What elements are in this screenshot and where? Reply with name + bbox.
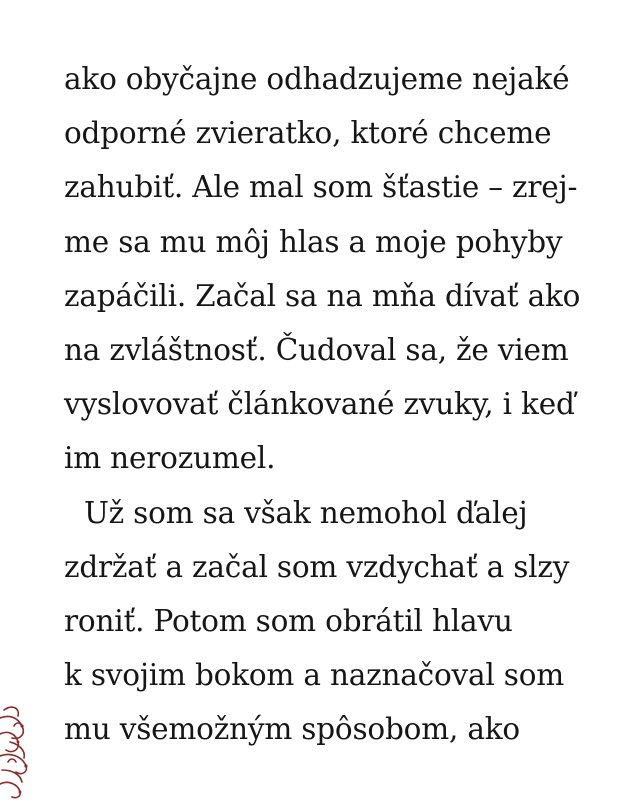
text-line: mu všemožným spôsobom, ako bbox=[64, 712, 520, 747]
text-line: vyslovovať článkované zvuky, i keď bbox=[64, 387, 575, 422]
text-line: k svojim bokom a naznačoval som bbox=[64, 658, 565, 693]
text-line-indented: Už som sa však nemohol ďalej bbox=[84, 495, 528, 530]
text-line: odporné zvieratko, ktoré chceme bbox=[64, 116, 552, 151]
text-line: zahubiť. Ale mal som šťastie – zrej- bbox=[64, 170, 578, 205]
floral-ornament-icon bbox=[0, 700, 40, 800]
text-line: na zvláštnosť. Čudoval sa, že viem bbox=[64, 333, 569, 368]
text-line: zapáčili. Začal sa na mňa dívať ako bbox=[64, 278, 581, 313]
text-line: me sa mu môj hlas a moje pohyby bbox=[64, 224, 563, 259]
text-line: roniť. Potom som obrátil hlavu bbox=[64, 604, 513, 639]
body-text bbox=[64, 52, 584, 757]
text-line: zdržať a začal som vzdychať a slzy bbox=[64, 549, 570, 584]
text-line: im nerozumel. bbox=[64, 441, 276, 476]
text-line: ako obyčajne odhadzujeme nejaké bbox=[64, 62, 570, 96]
